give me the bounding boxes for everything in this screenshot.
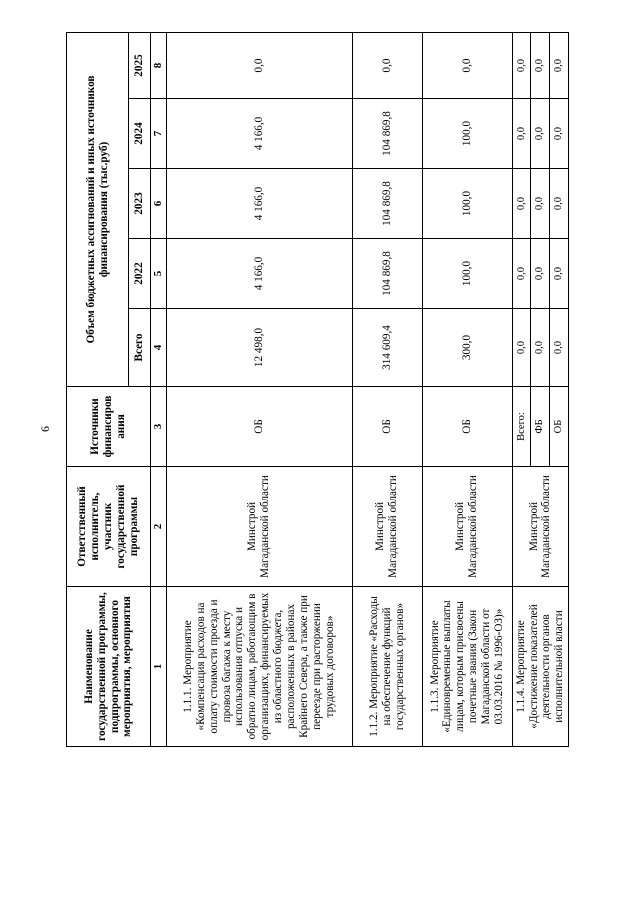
row-source: ОБ	[422, 387, 512, 467]
column-number: 2	[151, 467, 167, 587]
row-2023: 104 869,8	[352, 169, 422, 239]
header-executor: Ответственный исполнитель, участник государственной программы	[67, 467, 151, 587]
table-row	[166, 33, 352, 747]
row-source: ФБ	[531, 387, 550, 466]
row-executor: Минстрой Магаданской области	[166, 467, 352, 587]
table-row	[512, 33, 569, 747]
header-name: Наименование государственной программы, подпрограммы, основного мероприятия, мероприятия	[67, 587, 151, 747]
row-total: 300,0	[422, 309, 512, 387]
page-number: 6	[38, 426, 52, 432]
row-total: 0,0	[513, 309, 531, 386]
row-2024: 100,0	[422, 99, 512, 169]
header-2025: 2025	[129, 33, 151, 99]
row-2023: 0,0	[531, 169, 550, 238]
y2022-subtable	[513, 239, 569, 308]
row-2023: 4 166,0	[166, 169, 352, 239]
y2023-subtable	[513, 169, 569, 238]
row-2024: 0,0	[531, 99, 550, 168]
column-number: 6	[151, 169, 167, 239]
row-2025: 0,0	[352, 33, 422, 99]
row-executor: Минстрой Магаданской области	[512, 467, 569, 587]
header-2022: 2022	[129, 239, 151, 309]
row-executor: Минстрой Магаданской области	[422, 467, 512, 587]
row-2024: 104 869,8	[352, 99, 422, 169]
row-source: ОБ	[553, 419, 565, 434]
row-name: 1.1.4. Мероприятие «Достижение показателей деятельности органов исполнительной власти	[512, 587, 569, 747]
row-2023: 0,0	[513, 169, 531, 238]
row-executor: Минстрой Магаданской области	[352, 467, 422, 587]
column-number: 7	[151, 99, 167, 169]
column-number: 3	[151, 387, 167, 467]
row-2024: 4 166,0	[166, 99, 352, 169]
column-number: 4	[151, 309, 167, 387]
header-volume: Объем бюджетных ассигнований и иных источников финансирования (тыс.руб)	[67, 33, 129, 387]
total-subtable	[513, 309, 569, 386]
row-total: 0,0	[553, 340, 565, 355]
row-total: 0,0	[531, 309, 550, 386]
row-2025: 0,0	[513, 33, 531, 98]
row-2022: 0,0	[553, 266, 565, 281]
rotated-table-region	[66, 33, 566, 747]
source-subtable	[513, 387, 569, 466]
row-source: ОБ	[166, 387, 352, 467]
row-2025: 0,0	[422, 33, 512, 99]
table-row	[422, 33, 512, 747]
row-2024: 0,0	[513, 99, 531, 168]
header-2024: 2024	[129, 99, 151, 169]
row-2025: 0,0	[553, 58, 565, 73]
row-2023: 0,0	[553, 196, 565, 211]
column-number-row	[151, 33, 167, 747]
y2025-subtable	[513, 33, 569, 98]
row-name: 1.1.2. Мероприятие «Расходы на обеспечение функций государственных органов»	[352, 587, 422, 747]
column-number: 5	[151, 239, 167, 309]
row-2022: 104 869,8	[352, 239, 422, 309]
row-2022: 100,0	[422, 239, 512, 309]
row-2022: 0,0	[513, 239, 531, 308]
column-number: 1	[151, 587, 167, 747]
header-2023: 2023	[129, 169, 151, 239]
row-2022: 0,0	[531, 239, 550, 308]
y2024-subtable	[513, 99, 569, 168]
row-total: 12 498,0	[166, 309, 352, 387]
row-source: ОБ	[352, 387, 422, 467]
row-total: 314 609,4	[352, 309, 422, 387]
column-number: 8	[151, 33, 167, 99]
row-name: 1.1.3. Мероприятие «Единовременные выплаты лицам, которым присвоены почетные звания (Закон Магаданской области от 03.03.2016 № 1996-ОЗ)»	[422, 587, 512, 747]
row-2022: 4 166,0	[166, 239, 352, 309]
budget-table	[66, 32, 569, 747]
header-total: Всего	[129, 309, 151, 387]
row-2024: 0,0	[553, 126, 565, 141]
row-2025: 0,0	[531, 33, 550, 98]
header-source: Источники финансиров ания	[67, 387, 151, 467]
row-source: Всего:	[513, 387, 531, 466]
table-row	[352, 33, 422, 747]
row-2025: 0,0	[166, 33, 352, 99]
row-2023: 100,0	[422, 169, 512, 239]
row-name: 1.1.1. Мероприятие «Компенсация расходов на оплату стоимости проезда и провоза багажа к месту использования отпуска и обратно лицам, работающим в организациях, финансируемых из областного бюджета, расположенных в районах Крайнего Севера, а также при переезде при расторжении трудовых договоров»	[166, 587, 352, 747]
